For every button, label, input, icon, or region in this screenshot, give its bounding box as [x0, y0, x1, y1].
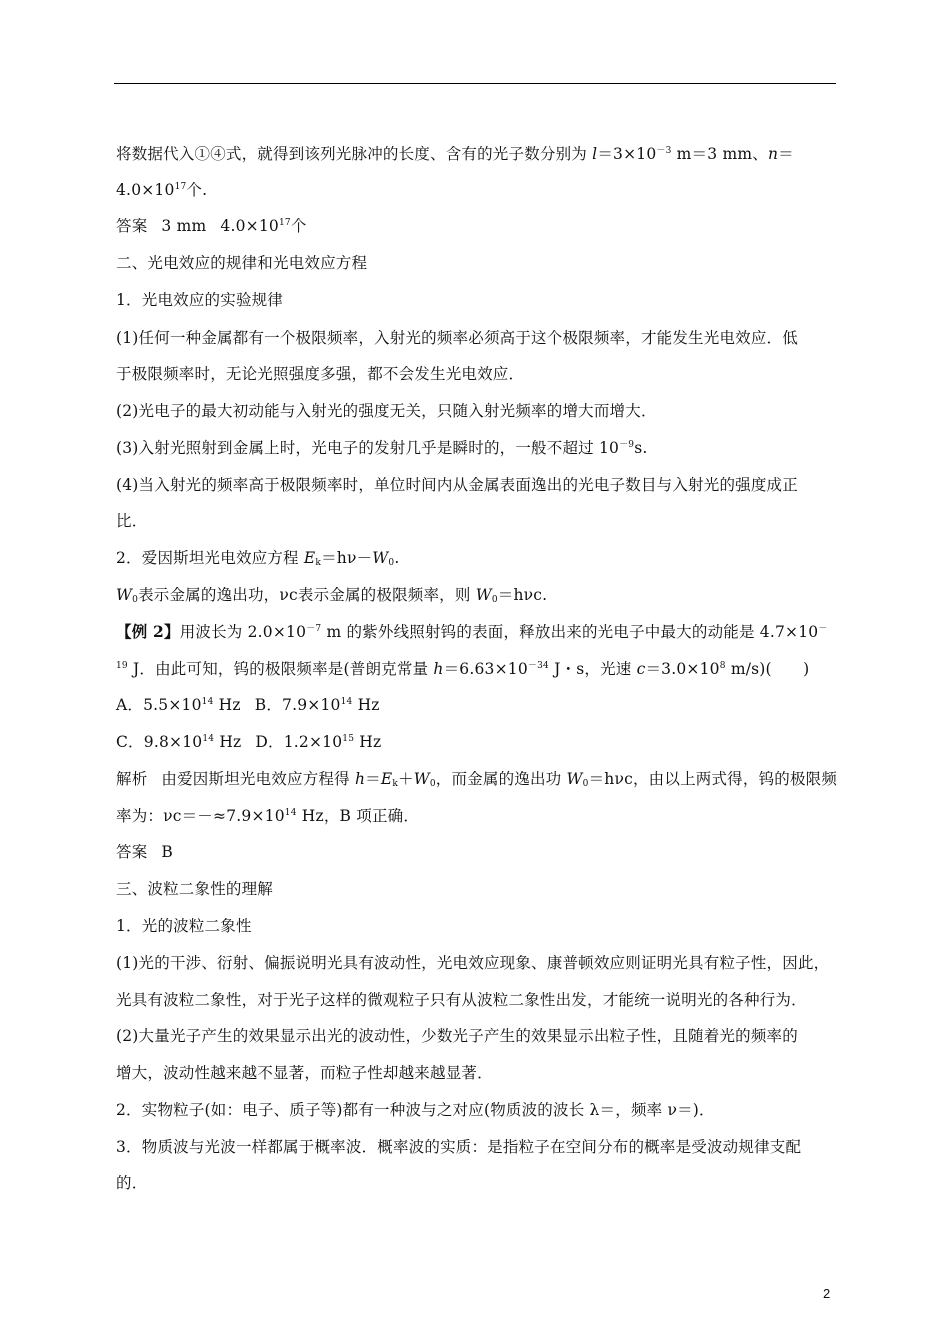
text-line: $W_0$表示金属的逸出功，νc表示金属的极限频率，则 $W_0=h\nu c$.	[116, 586, 548, 605]
text-line: 比．	[116, 512, 148, 530]
text-line: 2．实物粒子(如：电子、质子等)都有一种波与之对应(物质波的波长 λ＝，频率 ν＝)．	[116, 1101, 715, 1119]
options-line	[116, 732, 840, 752]
section-heading: 三、波粒二象性的理解	[116, 880, 274, 898]
example-line: $^{19}$ J．由此可知，钨的极限频率是(普朗克常量 $h=6.63\times 10^{-34}$ J・s，光速 $c=3.0\times 10^8$ m/s)( )	[116, 660, 810, 678]
text-line: (2)光电子的最大初动能与入射光的强度无关，只随入射光频率的增大而增大．	[116, 402, 657, 420]
section-heading: 二、光电效应的规律和光电效应方程	[116, 254, 368, 272]
page-number: 2	[823, 1286, 831, 1301]
option-b: B．$7.9\times 10^{14}$ Hz	[254, 696, 380, 714]
options-line	[116, 695, 840, 715]
solution-line: 解析 由爱因斯坦光电效应方程得 $h=E_k+W_0$，而金属的逸出功 $W_0=h\nu c$，由以上两式得，钨的极限频	[116, 770, 838, 789]
text-line: 的．	[116, 1174, 148, 1192]
text-line: (1)光的干涉、衍射、偏振说明光具有波动性，光电效应现象、康普顿效应则证明光具有粒子性，因此，	[116, 954, 830, 972]
example-line: 【例 2】用波长为 $2.0\times 10^{-7}$ m 的紫外线照射钨的表面，释放出来的光电子中最大的动能是 4.7×10－	[116, 622, 828, 641]
subheading: 1．光的波粒二象性	[116, 917, 252, 935]
text-line: (1)任何一种金属都有一个极限频率，入射光的频率必须高于这个极限频率，才能发生光电效应．低	[116, 329, 798, 347]
text-line: 于极限频率时，无论光照强度多强，都不会发生光电效应．	[116, 365, 525, 383]
example-label: 【例 2】	[116, 622, 180, 641]
text-line: 3．物质波与光波一样都属于概率波．概率波的实质：是指粒子在空间分布的概率是受波动规律支配	[116, 1138, 802, 1156]
answer-line: 答案 3 mm $4.0\times 10^{17}$个	[116, 217, 307, 235]
text-line: (2)大量光子产生的效果显示出光的波动性，少数光子产生的效果显示出粒子性，且随着光的频率的	[116, 1027, 798, 1045]
text-line: (4)当入射光的频率高于极限频率时，单位时间内从金属表面逸出的光电子数目与入射光的强度成正	[116, 476, 798, 494]
subheading: 1．光电效应的实验规律	[116, 291, 284, 309]
option-a: A．$5.5\times 10^{14}$ Hz	[116, 696, 241, 714]
header-rule	[114, 83, 836, 84]
answer-line: 答案 B	[116, 843, 173, 861]
solution-line: 率为：$\nu c=-\approx 7.9\times 10^{14}$ Hz，B 项正确．	[116, 807, 420, 825]
text-line: 增大，波动性越来越不显著，而粒子性却越来越显著．	[116, 1064, 493, 1082]
text-line: 将数据代入①④式，就得到该列光脉冲的长度、含有的光子数分别为 $l=3\times 10^{-3}$ m＝3 mm、n＝	[116, 145, 794, 163]
option-c: C．$9.8\times 10^{14}$ Hz	[116, 733, 242, 751]
subheading: 2．爱因斯坦光电效应方程 $E_k=h\nu-W_0$.	[116, 549, 400, 568]
text-line: 光具有波粒二象性，对于光子这样的微观粒子只有从波粒二象性出发，才能统一说明光的各种行为．	[116, 991, 807, 1009]
text-line: (3)入射光照射到金属上时，光电子的发射几乎是瞬时的，一般不超过 $10^{-9}s$.	[116, 439, 648, 457]
option-d: D．$1.2\times 10^{15}$ Hz	[255, 733, 382, 751]
text-line: $4.0\times 10^{17}$个.	[116, 181, 208, 199]
